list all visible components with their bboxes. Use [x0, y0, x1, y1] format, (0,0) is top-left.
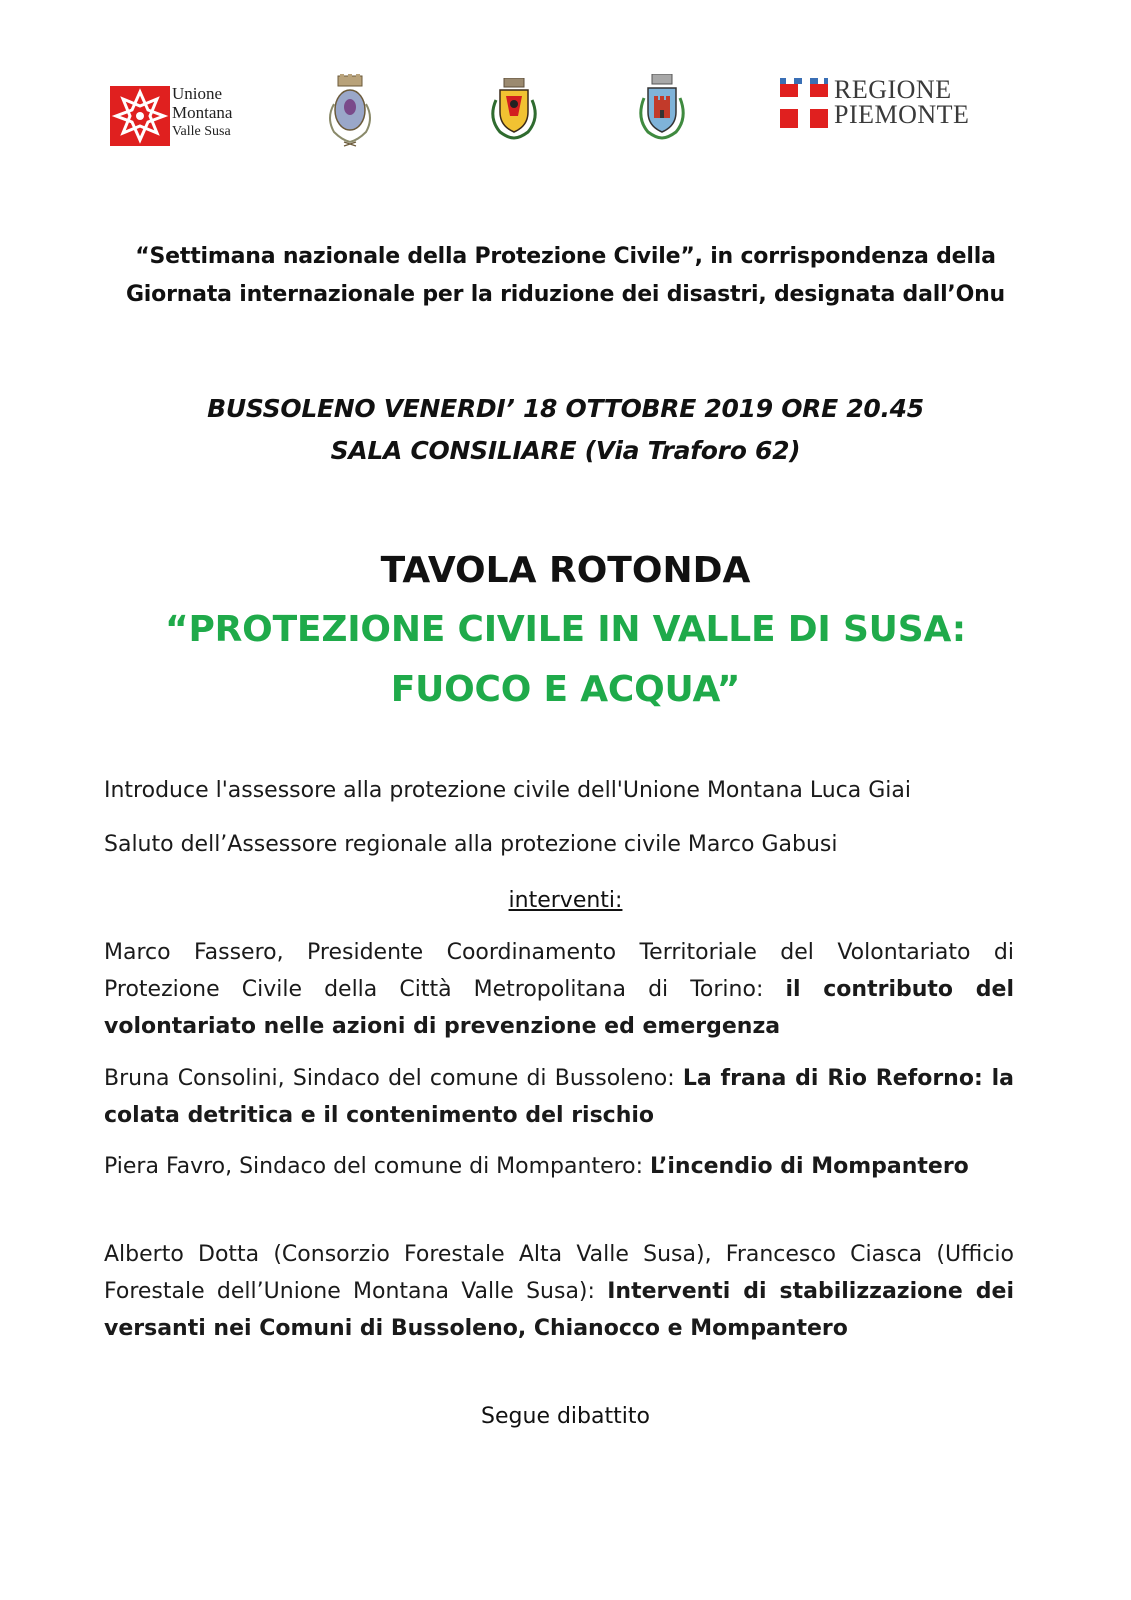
regione-wordmark — [834, 77, 969, 127]
closing-note: Segue dibattito — [481, 1404, 650, 1429]
intervention-topic: La frana di Rio Reforno: la colata detritica e il contenimento del rischio — [104, 1066, 1015, 1128]
regione-line-1: REGIONE — [834, 75, 952, 104]
intervention-speaker: Piera Favro, Sindaco del comune di Mompantero: — [104, 1154, 651, 1179]
theme-line-2: FUOCO E ACQUA” — [390, 669, 741, 710]
regione-flag-icon — [780, 78, 828, 128]
event-theme — [0, 600, 1131, 720]
intervention-item — [104, 1060, 1014, 1134]
coat-of-arms-1-icon — [322, 74, 378, 152]
unione-montana-logo — [110, 84, 240, 146]
event-details — [0, 388, 1131, 472]
event-date-time: BUSSOLENO VENERDI’ 18 OTTOBRE 2019 ORE 20.45 — [207, 394, 924, 423]
intro-paragraph: Introduce l'assessore alla protezione civile dell'Unione Montana Luca Giai — [104, 778, 911, 803]
unione-star-icon — [110, 86, 170, 146]
logo-row — [0, 0, 1131, 170]
event-location: SALA CONSILIARE (Via Traforo 62) — [330, 436, 801, 465]
intervention-topic: il contributo del volontariato nelle azioni di prevenzione ed emergenza — [104, 977, 1014, 1039]
interventi-heading: interventi: — [508, 888, 623, 913]
coat-of-arms-2-icon — [486, 78, 542, 146]
theme-line-1: “PROTEZIONE CIVILE IN VALLE DI SUSA: — [165, 609, 966, 650]
page-title: TAVOLA ROTONDA — [380, 550, 751, 591]
intervention-speaker: Alberto Dotta (Consorzio Forestale Alta Valle Susa), Francesco Ciasca (Ufficio Forestale dell’Unione Montana Valle Susa): — [104, 1242, 1014, 1304]
greeting-paragraph: Saluto dell’Assessore regionale alla protezione civile Marco Gabusi — [104, 832, 838, 857]
intervention-item — [104, 1148, 1014, 1185]
regione-piemonte-logo — [780, 75, 970, 130]
regione-line-2: PIEMONTE — [834, 100, 970, 129]
unione-line-3: Valle Susa — [172, 124, 231, 139]
unione-line-2: Montana — [172, 103, 233, 122]
intervention-speaker: Marco Fassero, Presidente Coordinamento Territoriale del Volontariato di Protezione Civile della Città Metropolitana di Torino: — [104, 940, 1014, 1002]
context-line-1: “Settimana nazionale della Protezione Civile”, in corrispondenza della — [135, 244, 996, 269]
unione-line-1: Unione — [172, 84, 223, 103]
context-line-2: Giornata internazionale per la riduzione dei disastri, designata dall’Onu — [125, 282, 1006, 307]
event-context — [0, 238, 1131, 314]
intervention-item — [104, 934, 1014, 1045]
intervention-speaker: Bruna Consolini, Sindaco del comune di Bussoleno: — [104, 1066, 683, 1091]
unione-wordmark — [172, 84, 232, 141]
intervention-topic: Interventi di stabilizzazione dei versanti nei Comuni di Bussoleno, Chianocco e Mompantero — [104, 1279, 1014, 1341]
intervention-item — [104, 1236, 1014, 1347]
coat-of-arms-3-icon — [634, 74, 690, 148]
intervention-topic: L’incendio di Mompantero — [650, 1154, 969, 1179]
